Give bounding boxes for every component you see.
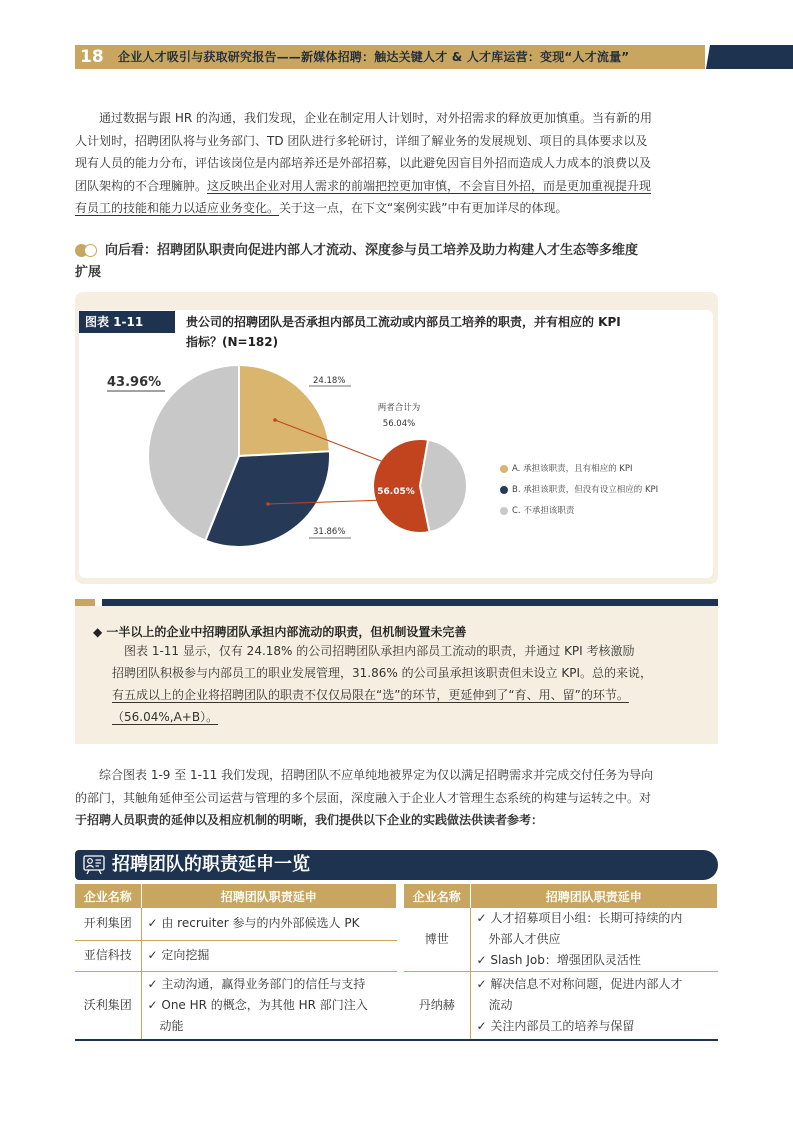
table-header-row [75, 884, 397, 908]
text-segment: 关于这一点，在下文“案例实践”中有更加详尽的体现。 [279, 201, 568, 215]
table-row [404, 908, 718, 972]
figure-title-line: 指标？(N=182) [186, 335, 279, 349]
duty-line: 外部人才供应 [476, 932, 561, 946]
text-line: 通过数据与跟 HR 的沟通，我们发现，企业在制定用人计划时，对外招需求的释放更加慎重。当有新的用 [99, 111, 652, 125]
duty-line: ✓ Slash Job：增强团队灵活性 [476, 953, 641, 967]
text-segment: 团队架构的不合理臃肿。 [75, 178, 208, 193]
insight-body [112, 640, 702, 728]
label-a: 24.18% [313, 376, 346, 386]
column-header-duty: 招聘团队职责延申 [141, 884, 397, 908]
duty-line: ✓ 由 recruiter 参与的内外部候选人 PK [147, 916, 360, 931]
legend-swatch-b [500, 486, 508, 494]
duty-cell [141, 971, 397, 1039]
chart-legend [500, 458, 658, 521]
duty-line: ✓ 主动沟通，赢得业务部门的信任与支持 [147, 976, 366, 991]
heading-line: 扩展 [75, 265, 102, 280]
table-row [75, 940, 397, 971]
connector-dot-1 [266, 502, 270, 506]
company-cell: 亚信科技 [75, 940, 141, 971]
pie-chart [79, 352, 499, 572]
label-c: 43.96% [107, 375, 162, 390]
running-title: 企业人才吸引与获取研究报告——新媒体招聘：触达关键人才 & 人才库运营：变现“人才流量” [118, 50, 630, 64]
text-line: 的部门，其触角延伸至公司运营与管理的多个层面，深度融入于企业人才管理生态系统的构建与运转之中。对 [75, 790, 652, 805]
column-header-company: 企业名称 [75, 884, 141, 908]
duty-line: ✓ 定向挖掘 [147, 948, 210, 962]
figure-tag: 图表 1-11 [79, 311, 175, 333]
intro-paragraph [75, 107, 718, 220]
text-line: 招聘团队积极参与内部员工的职业发展管理，31.86% 的公司虽承担该职责但未设立 KPI。总的来说， [112, 666, 653, 680]
connector-dot-0 [273, 418, 277, 422]
main-pie [148, 365, 330, 547]
text-line [75, 197, 718, 220]
legend-item [500, 500, 658, 521]
table-row [75, 971, 397, 1039]
text-line: 现有人员的能力分布，评估该岗位是内部培养还是外部招募，以此避免因盲目外招而造成人力成本的浪费以及 [75, 156, 652, 170]
column-header-company: 企业名称 [404, 884, 470, 908]
duty-line: ✓ 解决信息不对称问题，促进内部人才 [476, 977, 683, 991]
recruiter-icon [83, 855, 105, 875]
company-cell: 沃利集团 [75, 971, 141, 1039]
figure-title-line: 贵公司的招聘团队是否承担内部员工流动或内部员工培养的职责，并有相应的 KPI [186, 315, 621, 329]
table-header-row [404, 884, 718, 908]
column-header-duty: 招聘团队职责延申 [470, 884, 718, 908]
table-row [75, 908, 397, 940]
text-line: 人计划时，招聘团队将与业务部门、TD 团队进行多轮研讨，详细了解业务的发展规划、项目的具体要求以及 [75, 133, 648, 148]
underlined-text: 有员工的技能和能力以适应业务变化。 [75, 201, 280, 215]
combined-label: 两者合计为 [377, 403, 421, 413]
header-accent [706, 45, 793, 69]
divider-gold [75, 599, 95, 606]
summary-paragraph [75, 764, 718, 832]
combined-value: 56.04% [382, 419, 416, 429]
sub-pie-slice-1 [420, 440, 467, 532]
legend-item [500, 458, 658, 479]
underlined-text: （56.04%,A+B）。 [112, 710, 219, 724]
duty-table-right [404, 884, 718, 1040]
table-title: 招聘团队的职责延申一览 [112, 854, 310, 875]
insight-heading: ◆ 一半以上的企业中招聘团队承担内部流动的职责，但机制设置未完善 [93, 625, 467, 639]
underlined-text: 有五成以上的企业将招聘团队的职责不仅仅局限在“选”的环节，更延伸到了“育、用、留”的环节。 [112, 688, 629, 702]
table-bottom-rule [75, 1039, 718, 1041]
company-cell: 开利集团 [75, 908, 141, 940]
duty-cell [470, 972, 718, 1040]
legend-swatch-a [500, 465, 508, 473]
duty-line: ✓ 关注内部员工的培养与保留 [476, 1019, 635, 1033]
duty-line: 流动 [476, 998, 513, 1012]
legend-item [500, 479, 658, 500]
table-row [404, 972, 718, 1040]
underlined-text: 这反映出企业对用人需求的前端把控更加审慎，不会盲目外招，而是更加重视提升现 [207, 178, 652, 193]
duty-cell [141, 940, 397, 971]
duty-cell [141, 908, 397, 940]
company-cell: 丹纳赫 [404, 972, 470, 1040]
duty-line: ✓ One HR 的概念，为其他 HR 部门注入 [147, 997, 368, 1012]
company-cell: 博世 [404, 908, 470, 972]
section-heading [75, 240, 720, 284]
legend-label: B. 承担该职责，但没有设立相应的 KPI [512, 484, 659, 495]
legend-swatch-c [500, 507, 508, 515]
divider-navy [102, 599, 718, 606]
sub-pie-label: 56.05% [377, 487, 415, 497]
text-line: 图表 1-11 显示，仅有 24.18% 的公司招聘团队承担内部员工流动的职责，并通过 KPI 考核激励 [124, 644, 635, 658]
legend-label: C. 不承担该职责 [512, 505, 575, 516]
duty-table-left [75, 884, 397, 1040]
sub-pie [373, 439, 467, 533]
label-b: 31.86% [313, 527, 346, 537]
figure-title [186, 312, 706, 352]
text-line: 于招聘人员职责的延伸以及相应机制的明晰，我们提供以下企业的实践做法供读者参考： [75, 813, 544, 827]
duty-line: 动能 [147, 1018, 184, 1033]
legend-label: A. 承担该职责，且有相应的 KPI [512, 463, 633, 474]
duty-line: ✓ 人才招募项目小组：长期可持续的内 [476, 911, 683, 925]
page-number: 18 [80, 47, 104, 67]
text-line: 综合图表 1-9 至 1-11 我们发现，招聘团队不应单纯地被界定为仅以满足招聘需求并完成交付任务为导向 [99, 768, 654, 782]
heading-line: 向后看：招聘团队职责向促进内部人才流动、深度参与员工培养及助力构建人才生态等多维度 [105, 243, 639, 258]
text-line [75, 175, 718, 198]
duty-cell [470, 908, 718, 972]
